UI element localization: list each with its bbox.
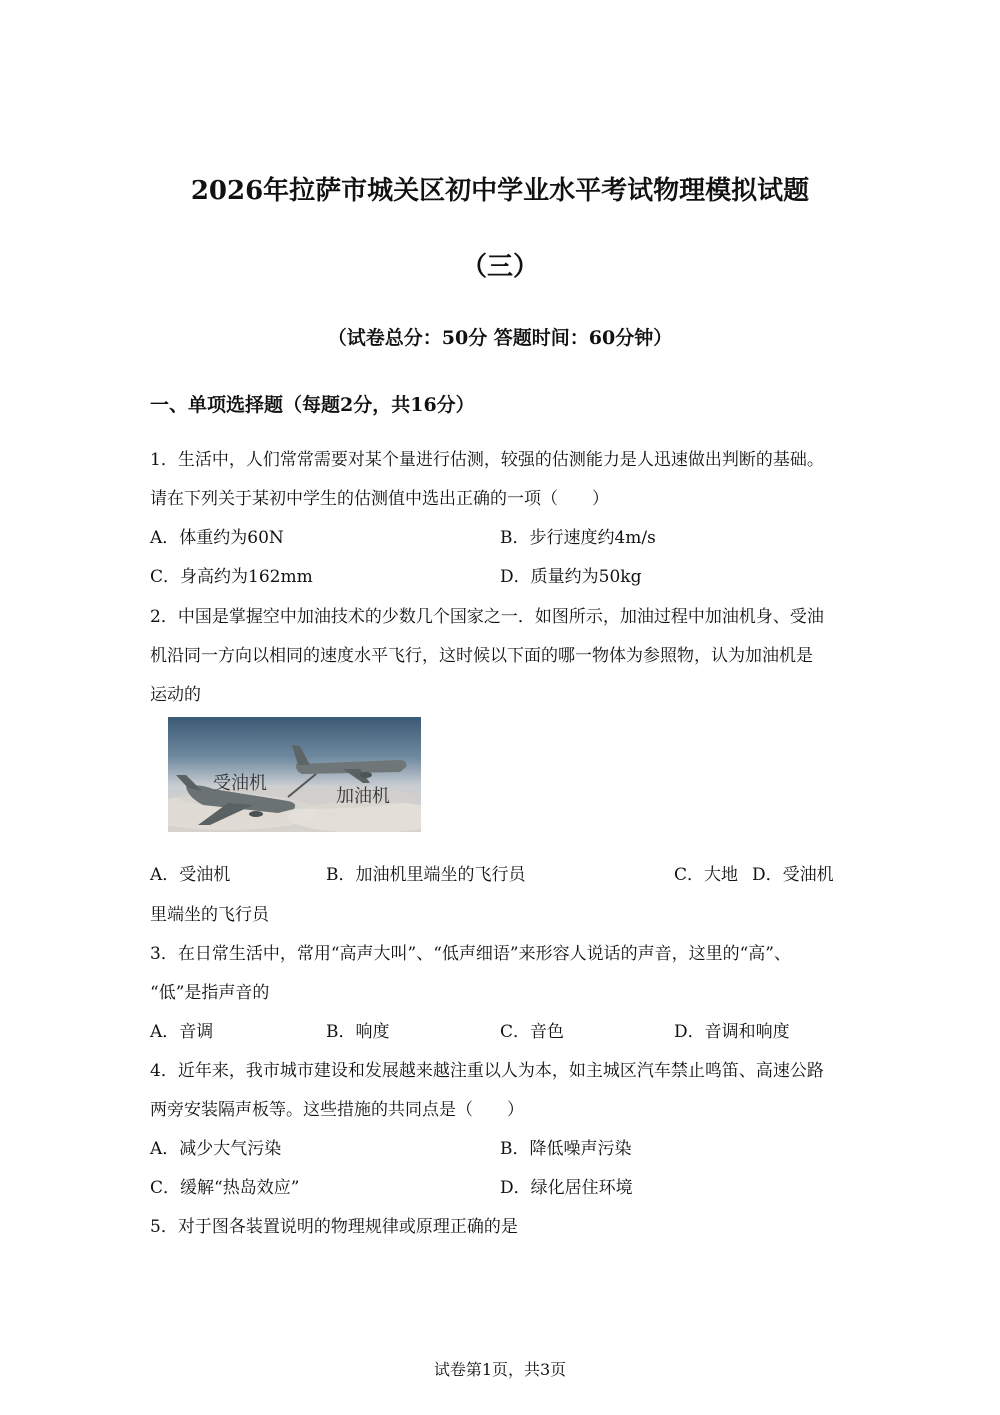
q3-option-a: A．音调 (150, 1022, 214, 1042)
q4-stem-line2: 两旁安装隔声板等。这些措施的共同点是（ ） (150, 1100, 524, 1120)
q3-option-c: C．音色 (500, 1022, 565, 1042)
page-title: 2026年拉萨市城关区初中学业水平考试物理模拟试题 (190, 176, 810, 206)
q4-option-d: D．绿化居住环境 (500, 1178, 633, 1198)
q1-option-b: B．步行速度约4m/s (500, 528, 656, 548)
refueling-figure (168, 717, 421, 832)
section-heading: 一、单项选择题（每题2分，共16分） (150, 394, 475, 416)
q1-option-c: C．身高约为162mm (150, 567, 313, 587)
q4-stem-line1: 4．近年来，我市城市建设和发展越来越注重以人为本，如主城区汽车禁止鸣笛、高速公路 (150, 1061, 824, 1081)
q2-stem-line2: 机沿同一方向以相同的速度水平飞行，这时候以下面的哪一物体为参照物，认为加油机是 (150, 646, 813, 666)
q2-stem-line3: 运动的 (150, 685, 201, 705)
figure-label-tanker: 加油机 (336, 786, 390, 807)
q5-stem-line1: 5．对于图各装置说明的物理规律或原理正确的是 (150, 1217, 518, 1237)
figure-label-receiver: 受油机 (213, 773, 267, 794)
q1-stem-line1: 1．生活中，人们常常需要对某个量进行估测，较强的估测能力是人迅速做出判断的基础。 (150, 450, 824, 470)
q3-option-b: B．响度 (326, 1022, 390, 1042)
q2-option-d-cont: 里端坐的飞行员 (150, 905, 269, 925)
q4-option-b: B．降低噪声污染 (500, 1139, 632, 1159)
q1-option-a: A．体重约为60N (150, 528, 284, 548)
q2-stem-line1: 2．中国是掌握空中加油技术的少数几个国家之一．如图所示，加油过程中加油机身、受油 (150, 607, 824, 627)
q4-option-a: A．减少大气污染 (150, 1139, 282, 1159)
q1-stem-line2: 请在下列关于某初中学生的估测值中选出正确的一项（ ） (150, 489, 609, 509)
q3-stem-line1: 3．在日常生活中，常用“高声大叫”、“低声细语”来形容人说话的声音，这里的“高”、 (150, 944, 791, 964)
q2-option-a: A．受油机 (150, 865, 231, 885)
q2-option-c: C．大地 (674, 865, 739, 885)
q2-option-b: B．加油机里端坐的飞行员 (326, 865, 526, 885)
page-subtitle: （三） (460, 252, 539, 282)
q3-option-d: D．音调和响度 (674, 1022, 790, 1042)
q2-option-d: D．受油机 (752, 865, 834, 885)
q1-option-d: D．质量约为50kg (500, 567, 642, 587)
exam-info: （试卷总分：50分 答题时间：60分钟） (327, 327, 673, 349)
q3-stem-line2: “低”是指声音的 (150, 983, 270, 1003)
q4-option-c: C．缓解“热岛效应” (150, 1178, 300, 1198)
page-footer: 试卷第1页，共3页 (433, 1360, 567, 1379)
